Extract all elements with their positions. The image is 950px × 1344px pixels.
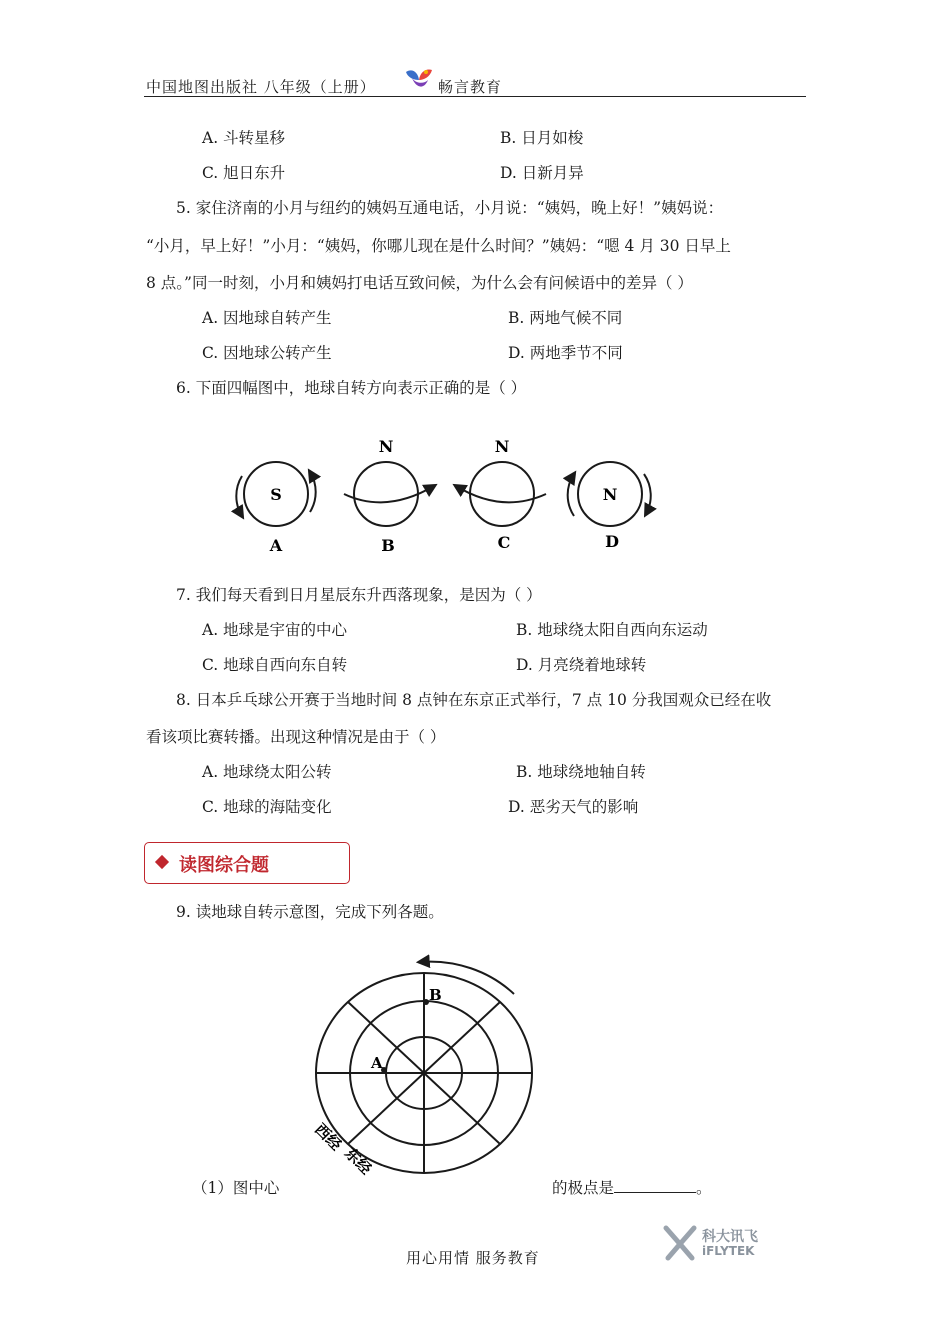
q9-sub1-prefix: （1）图中心 (192, 1179, 280, 1197)
diamond-icon (155, 855, 169, 869)
q6-rotation-figures (222, 430, 662, 560)
q6-figure-a-letter: A (269, 536, 283, 555)
q9-stem: 9. 读地球自转示意图，完成下列各题。 (176, 903, 444, 921)
q8-stem-line1: 8. 日本乒乓球公开赛于当地时间 8 点钟在东京正式举行，7 点 10 分我国观众已经在收 (176, 691, 772, 709)
q9-point-a-label: A (371, 1054, 383, 1072)
q6-figure-b-pole: N (378, 437, 394, 456)
q6-figure-b-letter: B (381, 536, 395, 555)
q8-option-d: D. 恶劣天气的影响 (508, 798, 639, 816)
q4-option-a: A. 斗转星移 (202, 129, 286, 147)
q6-figure-c (456, 437, 546, 552)
header-divider (144, 96, 806, 97)
q8-option-b: B. 地球绕地轴自转 (516, 763, 646, 781)
q7-option-d: D. 月亮绕着地球转 (516, 656, 647, 674)
q4-option-d: D. 日新月异 (500, 164, 584, 182)
q5-option-a: A. 因地球自转产生 (202, 309, 332, 327)
q6-figure-c-pole: N (494, 437, 510, 456)
q7-stem: 7. 我们每天看到日月星辰东升西落现象，是因为（ ） (176, 586, 542, 604)
q5-stem-line2: “小月，早上好！”小月：“姨妈，你哪儿现在是什么时间？”姨妈：“嗯 4 月 30 日早上 (146, 237, 731, 255)
q6-stem: 6. 下面四幅图中，地球自转方向表示正确的是（ ） (176, 379, 527, 397)
iflytek-logo (662, 1224, 774, 1264)
q9-polar-rotation-diagram (296, 952, 556, 1192)
q9-sub1-answer-blank (614, 1178, 696, 1193)
q6-figure-a (236, 462, 315, 555)
q6-figure-c-letter: C (497, 533, 511, 552)
q9-point-b-label: B (429, 986, 442, 1004)
brand-logo-icon (404, 66, 434, 92)
section-title: 读图综合题 (179, 855, 269, 876)
footer-slogan: 用心用情 服务教育 (406, 1249, 540, 1267)
q9-sub1-suffix (552, 1178, 712, 1198)
q8-stem-line2: 看该项比赛转播。出现这种情况是由于（ ） (146, 728, 446, 746)
q6-figure-d-letter: D (605, 532, 619, 551)
q8-option-a: A. 地球绕太阳公转 (202, 763, 332, 781)
q6-figure-d-pole: N (602, 485, 618, 504)
q6-figure-d (568, 462, 651, 551)
section-heading-box (144, 842, 350, 884)
q9-east-longitude-label: 东经 (341, 1144, 376, 1179)
iflytek-logo-icon (662, 1224, 698, 1262)
q4-option-c: C. 旭日东升 (202, 164, 286, 182)
q7-option-b: B. 地球绕太阳自西向东运动 (516, 621, 708, 639)
q5-option-b: B. 两地气候不同 (508, 309, 623, 327)
q7-option-a: A. 地球是宇宙的中心 (202, 621, 348, 639)
q6-figure-a-pole: S (270, 485, 282, 504)
q5-option-d: D. 两地季节不同 (508, 344, 623, 362)
q9-sub1-suffix-text: 的极点是 (552, 1179, 615, 1197)
q7-option-c: C. 地球自西向东自转 (202, 656, 348, 674)
q9-sub1-end: 。 (696, 1179, 712, 1197)
iflytek-logo-en: iFLYTEK (702, 1244, 755, 1258)
q5-stem-line3: 8 点。”同一时刻，小月和姨妈打电话互致问候，为什么会有问候语中的差异（ ） (146, 274, 693, 292)
q4-option-b: B. 日月如梭 (500, 129, 584, 147)
q9-west-longitude-label: 西经 (311, 1120, 346, 1155)
q8-option-c: C. 地球的海陆变化 (202, 798, 332, 816)
iflytek-logo-cn: 科大讯飞 (702, 1229, 758, 1245)
q5-option-c: C. 因地球公转产生 (202, 344, 332, 362)
header-publisher: 中国地图出版社 八年级（上册） (146, 78, 376, 96)
q5-stem-line1: 5. 家住济南的小月与纽约的姨妈互通电话，小月说：“姨妈，晚上好！”姨妈说： (176, 199, 724, 217)
header-brand: 畅言教育 (438, 78, 503, 96)
q6-figure-b (344, 437, 434, 555)
